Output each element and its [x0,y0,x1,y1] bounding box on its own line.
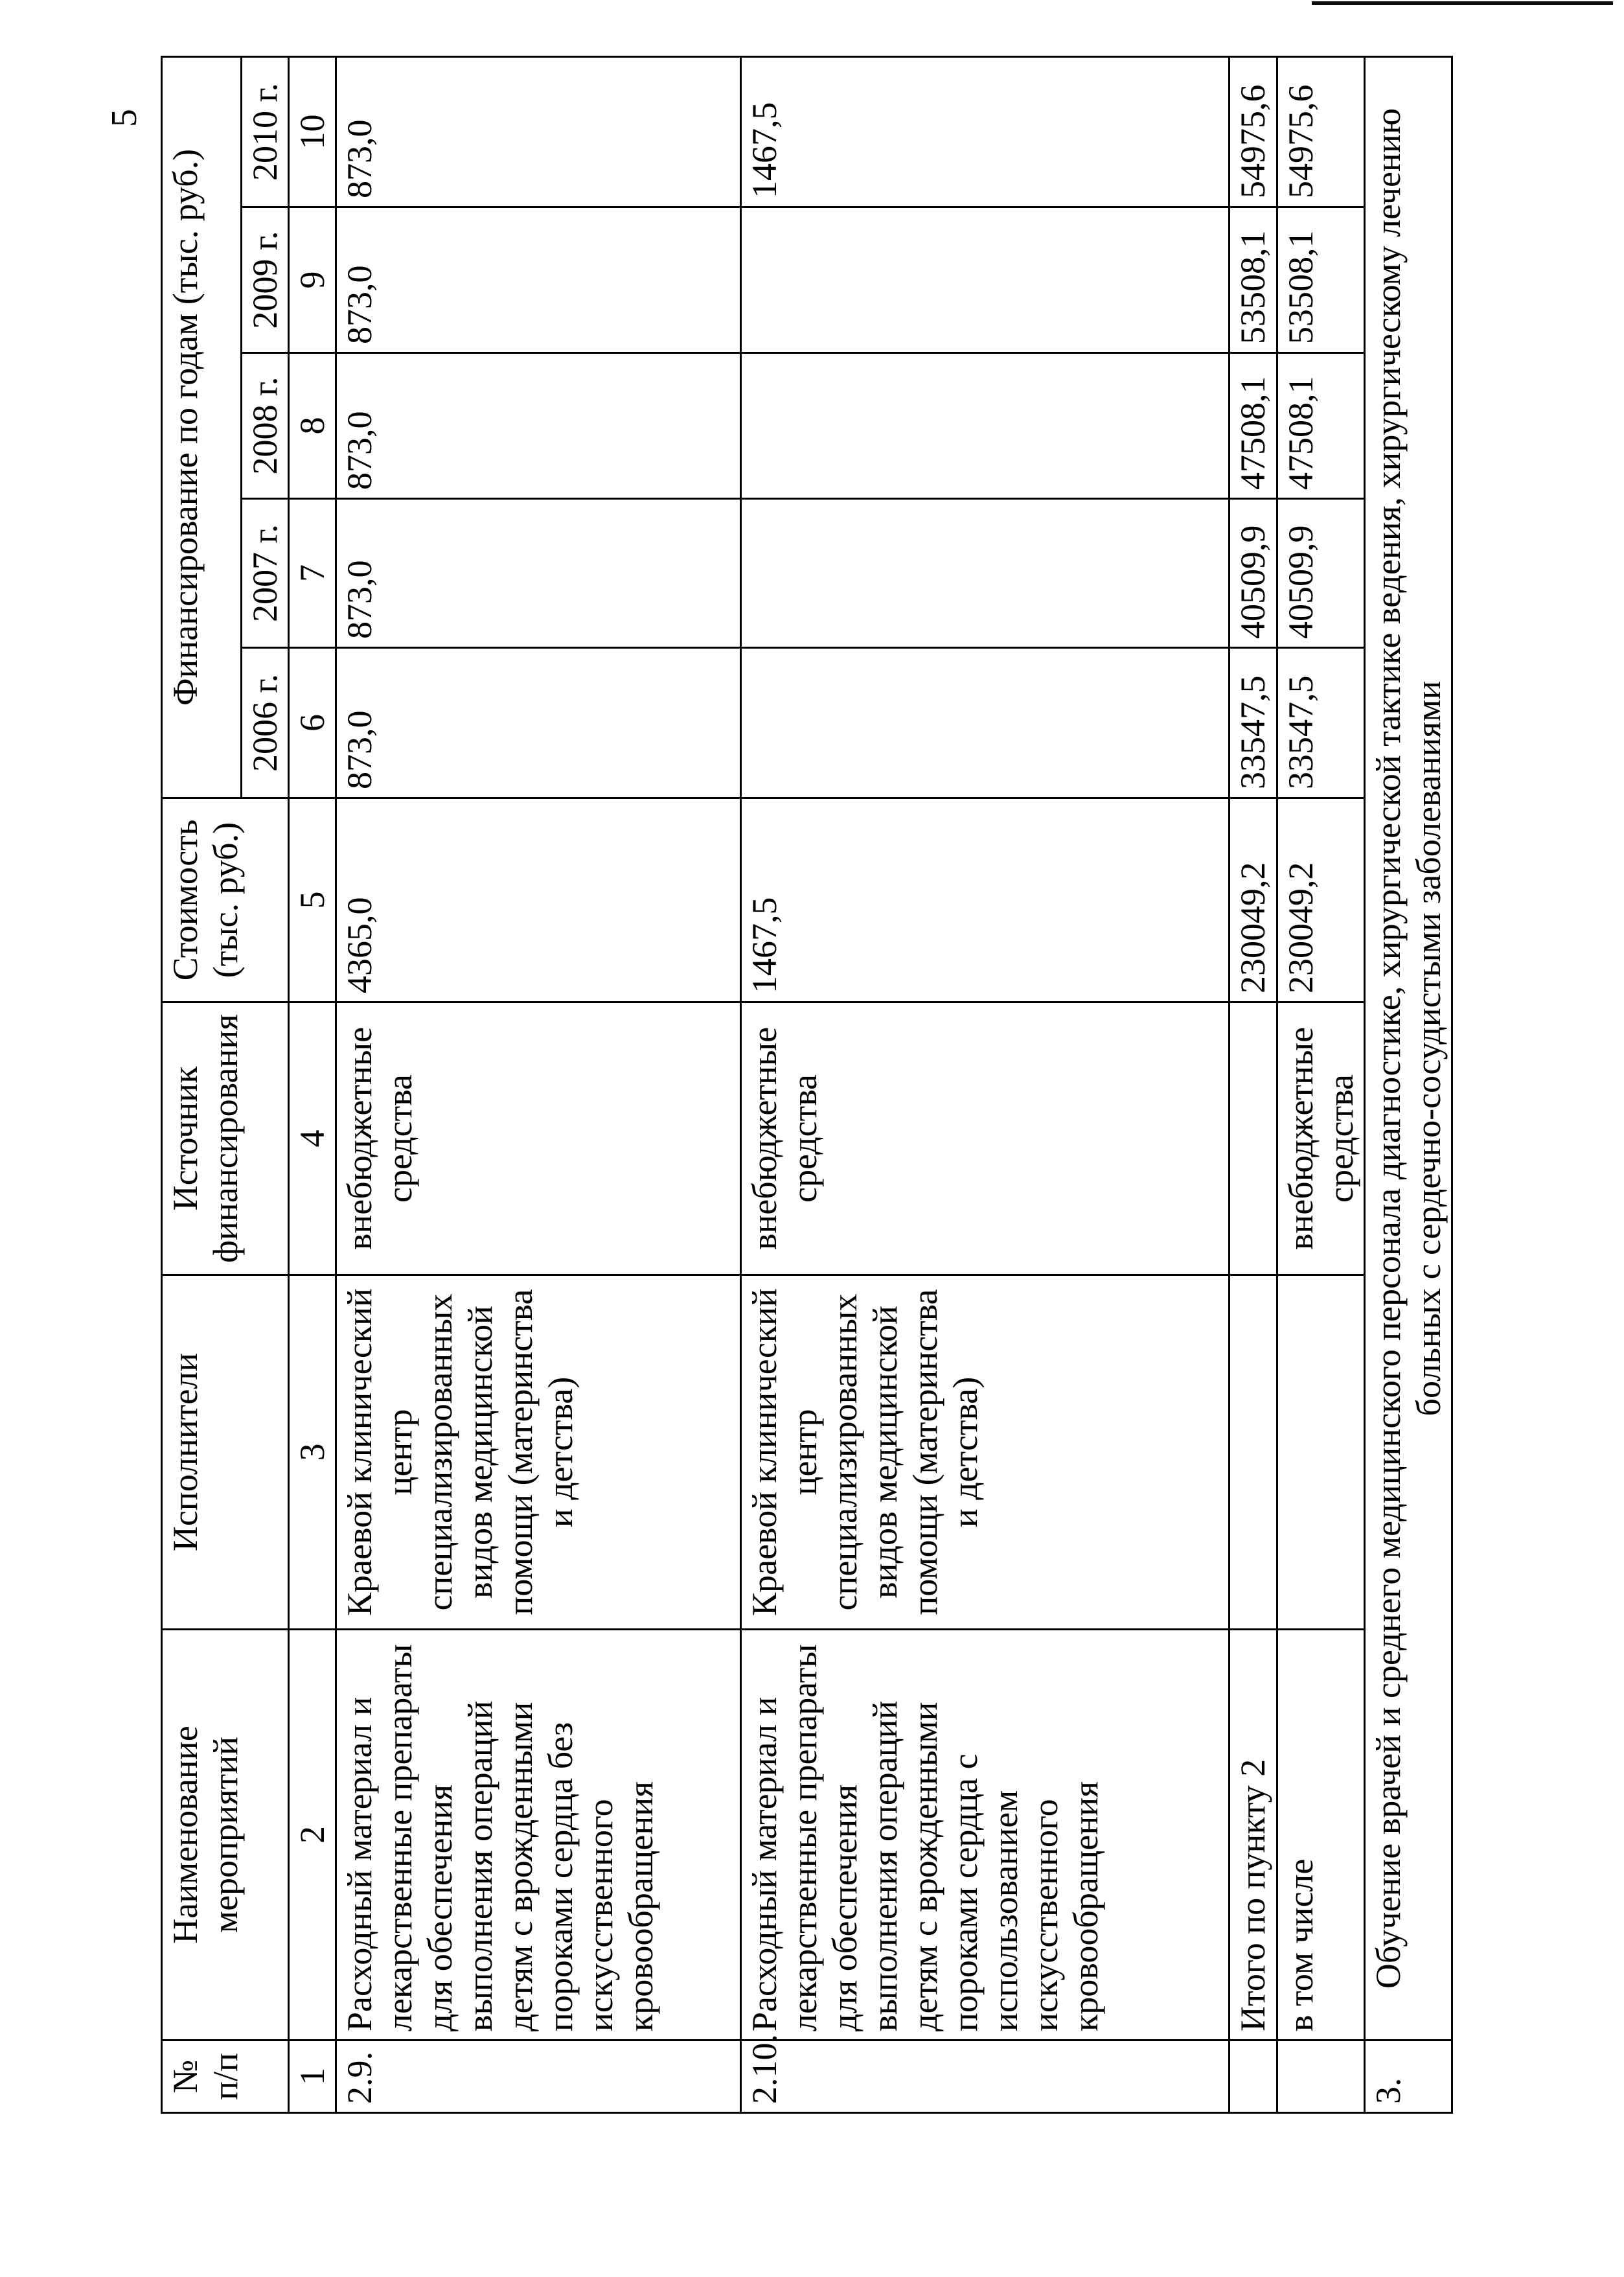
empty-cell [1229,2040,1277,2113]
section-row [1365,56,1452,2112]
header-num: № п/п [162,2040,289,2113]
total-label: Итого по пункту 2 [1229,1630,1277,2040]
year-2007: 2007 г. [242,499,289,648]
col-number: 3 [289,1275,336,1630]
header-cost: Стоимость (тыс. руб.) [162,798,289,1002]
total-2007: 40509,9 [1229,499,1277,648]
row-2010: 1467,5 [741,56,1229,207]
col-number: 1 [289,2040,336,2113]
row-2008 [741,353,1229,499]
row-executor: Краевой клинический центр специализированных видов медицинской помощи (материнства и детства) [336,1275,741,1630]
including-source: внебюджетные средства [1277,1002,1365,1275]
row-2007 [741,499,1229,648]
col-number: 8 [289,353,336,499]
including-2009: 53508,1 [1277,207,1365,353]
including-2006: 33547,5 [1277,648,1365,798]
header-executors: Исполнители [162,1275,289,1630]
row-source: внебюджетные средства [336,1002,741,1275]
rotated-table-wrapper [161,58,1448,2114]
row-2010: 873,0 [336,56,741,207]
total-cost: 230049,2 [1229,798,1277,1002]
row-num: 2.10. [741,2040,1229,2113]
empty-cell [1277,2040,1365,2113]
scan-edge-line [1312,1,1613,5]
year-2008: 2008 г. [242,353,289,499]
row-num: 2.9. [336,2040,741,2113]
row-name: Расходный материал и лекарственные препараты для обеспечения выполнения операций детям с врожденными пороками сердца с использованием искусственного кровообращения [741,1630,1229,2040]
year-2009: 2009 г. [242,207,289,353]
row-2006: 873,0 [336,648,741,798]
col-number: 5 [289,798,336,1002]
including-2007: 40509,9 [1277,499,1365,648]
page-number: 5 [104,109,144,127]
col-number: 2 [289,1630,336,2040]
empty-cell [1229,1002,1277,1275]
row-cost: 1467,5 [741,798,1229,1002]
header-row [162,56,242,2112]
row-2009 [741,207,1229,353]
empty-cell [1229,1275,1277,1630]
row-executor: Краевой клинический центр специализированных видов медицинской помощи (материнства и детства) [741,1275,1229,1630]
total-row [1229,56,1277,2112]
table-row [741,56,1229,2112]
including-cost: 230049,2 [1277,798,1365,1002]
empty-cell [1277,1275,1365,1630]
section-num: 3. [1365,2040,1452,2113]
total-2008: 47508,1 [1229,353,1277,499]
col-number: 7 [289,499,336,648]
header-source: Источник финансирования [162,1002,289,1275]
row-2009: 873,0 [336,207,741,353]
row-2006 [741,648,1229,798]
header-name: Наименование мероприятий [162,1630,289,2040]
including-2008: 47508,1 [1277,353,1365,499]
year-2010: 2010 г. [242,56,289,207]
row-2007: 873,0 [336,499,741,648]
including-2010: 54975,6 [1277,56,1365,207]
column-numbers-row [289,56,336,2112]
total-2010: 54975,6 [1229,56,1277,207]
row-name: Расходный материал и лекарственные препараты для обеспечения выполнения операций детям с врожденными пороками сердца без искусственного кровообращения [336,1630,741,2040]
section-title: Обучение врачей и среднего медицинского персонала диагностике, хирургической тактике ведения, хирургическому лечению больных с сердечно-сосудистыми заболеваниями [1365,56,1452,2040]
total-2009: 53508,1 [1229,207,1277,353]
col-number: 6 [289,648,336,798]
col-number: 9 [289,207,336,353]
total-2006: 33547,5 [1229,648,1277,798]
table-row [336,56,741,2112]
row-source: внебюджетные средства [741,1002,1229,1275]
col-number: 4 [289,1002,336,1275]
financing-table [161,56,1453,2114]
header-financing: Финансирование по годам (тыс. руб.) [162,56,242,798]
row-2008: 873,0 [336,353,741,499]
including-row [1277,56,1365,2112]
col-number: 10 [289,56,336,207]
row-cost: 4365,0 [336,798,741,1002]
including-label: в том числе [1277,1630,1365,2040]
year-2006: 2006 г. [242,648,289,798]
